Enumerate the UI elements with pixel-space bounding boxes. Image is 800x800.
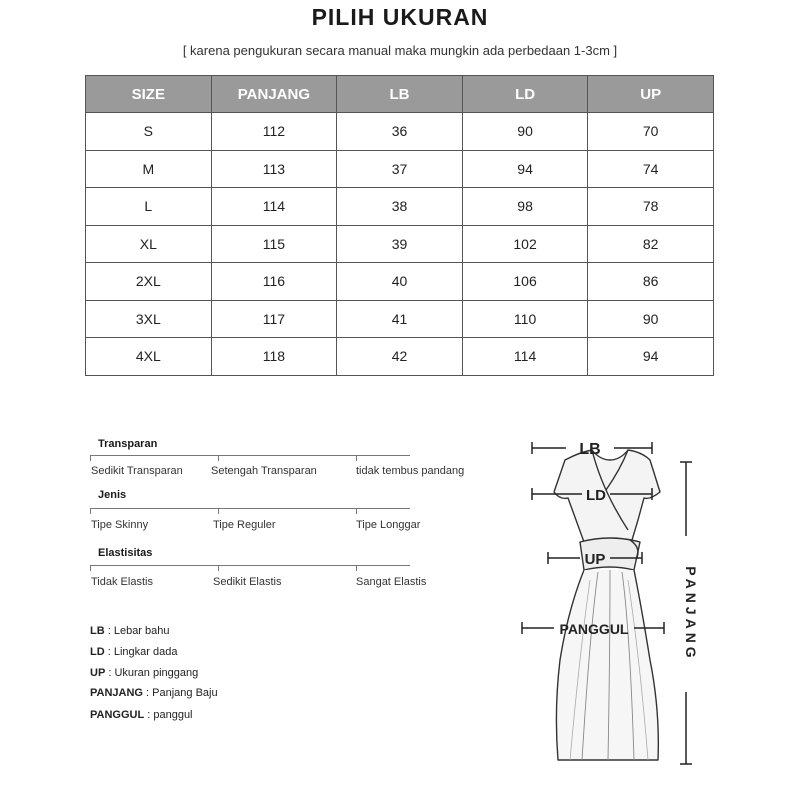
table-cell: 115 [211,225,337,263]
scale-tick [218,508,219,514]
table-cell: 38 [337,188,463,226]
table-cell: 42 [337,338,463,376]
legend-desc: : Lebar bahu [104,625,170,637]
table-cell: 40 [337,263,463,301]
scale-line [90,565,410,566]
page-subtitle: [ karena pengukuran secara manual maka mungkin ada perbedaan 1-3cm ] [182,43,618,58]
scale-tick [90,508,91,514]
up-label: UP [584,551,606,568]
table-cell: S [86,113,212,151]
scale-tick [356,455,357,461]
column-header-lb: LB [337,76,463,113]
table-row [86,225,714,263]
legend-key: LD [90,646,105,658]
table-cell: 70 [588,113,714,151]
option-label: Sedikit Elastis [213,576,282,588]
legend-key: LB [90,625,105,637]
column-header-up: UP [588,76,714,113]
table-cell: 116 [211,263,337,301]
scale-tick [356,565,357,571]
legend-desc: : Panjang Baju [142,687,218,699]
table-cell: 118 [211,338,337,376]
table-row [86,150,714,188]
dress-outline-icon [554,450,660,760]
option-label: Tidak Elastis [91,576,153,588]
table-cell: 90 [588,300,714,338]
table-cell: 94 [588,338,714,376]
option-label: Tipe Longgar [356,519,421,531]
legend-desc: : panggul [144,709,193,721]
column-header-panjang: PANJANG [211,76,337,113]
scale-tick [218,455,219,461]
table-cell: 82 [588,225,714,263]
scale-tick [90,455,91,461]
table-cell: 90 [462,113,588,151]
table-row [86,300,714,338]
table-cell: 2XL [86,263,212,301]
table-cell: 114 [211,188,337,226]
type-title: Jenis [98,489,127,501]
table-row [86,188,714,226]
page-title: PILIH UKURAN [311,4,489,30]
size-chart-table [85,75,714,376]
table-cell: 86 [588,263,714,301]
table-cell: L [86,188,212,226]
option-label: tidak tembus pandang [356,465,465,477]
table-cell: 117 [211,300,337,338]
option-label: Sedikit Transparan [91,465,183,477]
scale-line [90,455,410,456]
legend-item [90,625,170,637]
table-cell: 39 [337,225,463,263]
scale-tick [356,508,357,514]
table-cell: 41 [337,300,463,338]
type-scale [90,489,480,539]
transparency-title: Transparan [98,438,158,450]
table-cell: 36 [337,113,463,151]
option-label: Tipe Skinny [91,519,149,531]
table-row [86,263,714,301]
table-cell: 37 [337,150,463,188]
table-cell: 112 [211,113,337,151]
table-cell: 113 [211,150,337,188]
scale-tick [90,565,91,571]
legend-item [90,646,177,658]
option-label: Tipe Reguler [213,519,276,531]
table-cell: 74 [588,150,714,188]
legend-desc: : Lingkar dada [104,646,178,658]
ld-label: LD [586,487,606,504]
table-cell: XL [86,225,212,263]
table-cell: 3XL [86,300,212,338]
scale-line [90,508,410,509]
legend-item [90,687,218,699]
table-cell: 78 [588,188,714,226]
column-header-ld: LD [462,76,588,113]
option-label: Sangat Elastis [356,576,427,588]
table-cell: 98 [462,188,588,226]
legend-key: PANJANG [90,687,143,699]
legend-desc: : Ukuran pinggang [105,667,199,679]
column-header-size: SIZE [86,76,212,113]
table-header-row [86,76,714,113]
lb-label: LB [579,441,601,458]
legend-item [90,709,193,721]
table-cell: 4XL [86,338,212,376]
elasticity-title: Elastisitas [98,547,153,559]
table-cell: 94 [462,150,588,188]
option-label: Setengah Transparan [211,465,317,477]
table-cell: M [86,150,212,188]
legend-key: UP [90,667,106,679]
dress-measurement-diagram [510,430,710,775]
legend-item [90,667,198,679]
table-cell: 106 [462,263,588,301]
panjang-label: PANJANG [683,566,699,662]
panggul-label: PANGGUL [559,621,629,637]
legend-key: PANGGUL [90,709,145,721]
transparency-scale [90,438,480,488]
table-row [86,113,714,151]
scale-tick [218,565,219,571]
table-cell: 102 [462,225,588,263]
table-cell: 110 [462,300,588,338]
elasticity-scale [90,547,480,597]
table-cell: 114 [462,338,588,376]
table-row [86,338,714,376]
